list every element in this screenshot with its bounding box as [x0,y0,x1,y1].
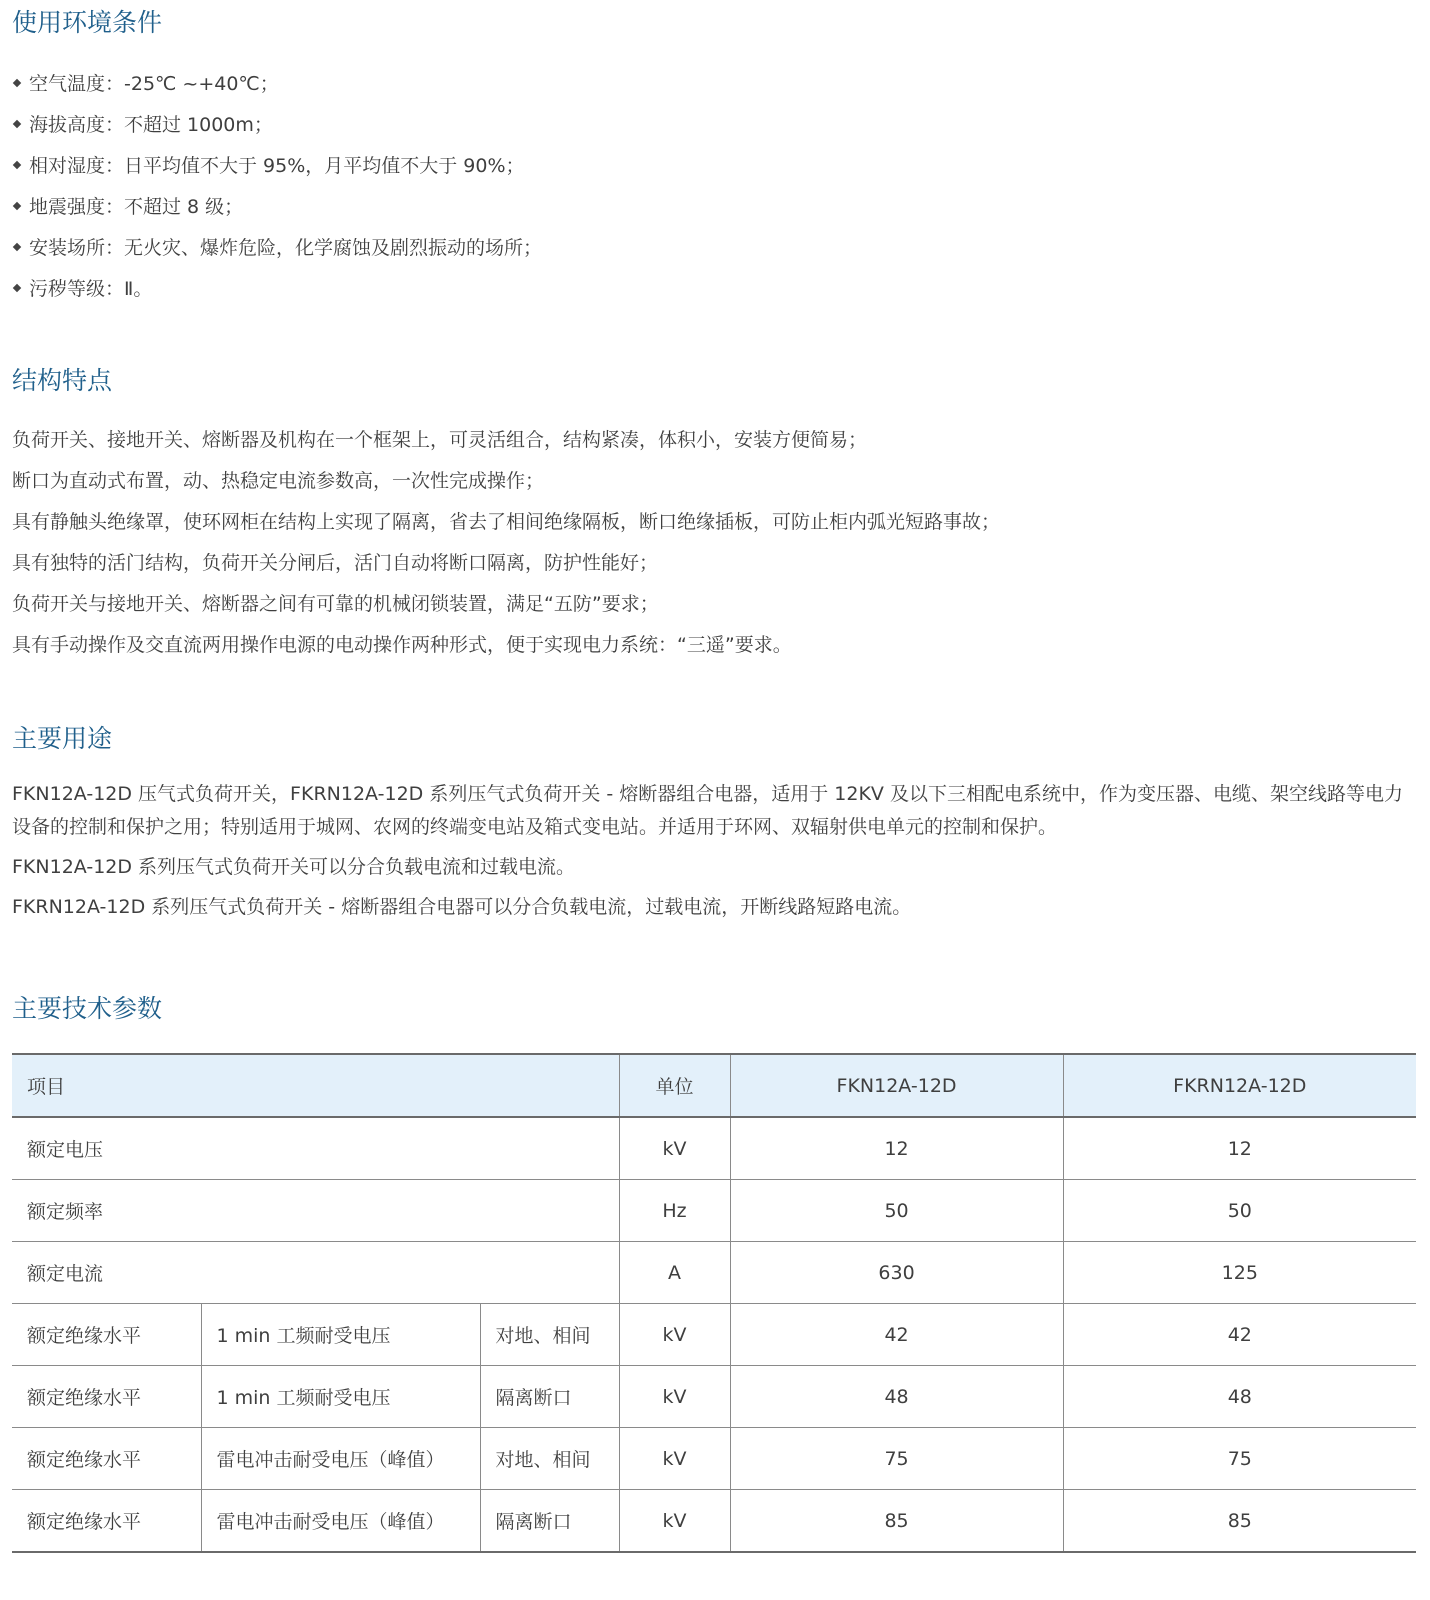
cell-fkn: 630 [730,1242,1063,1304]
cell-item: 额定绝缘水平 [12,1366,201,1428]
table-row [12,1180,1416,1242]
cell-fkn: 85 [730,1490,1063,1553]
cell-unit: kV [619,1366,730,1428]
cell-item: 额定绝缘水平 [12,1490,201,1553]
usage-list [12,778,1416,924]
cell-sub: 1 min 工频耐受电压 [201,1366,480,1428]
paragraph: 负荷开关、接地开关、熔断器及机构在一个框架上，可灵活组合，结构紧凑，体积小，安装方便简易； [12,429,868,451]
paragraph: 断口为直动式布置，动、热稳定电流参数高，一次性完成操作； [12,470,545,492]
diamond-bullet-icon [13,284,21,292]
diamond-bullet-icon [13,120,21,128]
cell-sub: 雷电冲击耐受电压（峰值） [201,1490,480,1553]
section-title-env: 使用环境条件 [12,8,163,37]
diamond-bullet-icon [13,243,21,251]
cell-fkn: 42 [730,1304,1063,1366]
usage-section [12,722,1416,924]
cell-kind: 对地、相间 [480,1304,619,1366]
paragraph: 具有手动操作及交直流两用操作电源的电动操作两种形式，便于实现电力系统：“三遥”要求。 [12,634,792,656]
structure-list [12,428,1000,657]
params-table [12,1053,1416,1553]
list-item: 海拔高度：不超过 1000m； [12,113,542,137]
paragraph: 负荷开关与接地开关、熔断器之间有可靠的机械闭锁装置，满足“五防”要求； [12,593,659,615]
cell-kind: 对地、相间 [480,1428,619,1490]
table-row [12,1490,1416,1553]
cell-fkrn: 12 [1063,1117,1416,1180]
cell-unit: kV [619,1117,730,1180]
cell-fkrn: 42 [1063,1304,1416,1366]
cell-fkrn: 125 [1063,1242,1416,1304]
list-item: 空气温度：-25℃ ~+40℃； [12,72,542,96]
cell-fkn: 50 [730,1180,1063,1242]
env-list [12,72,542,301]
cell-unit: kV [619,1490,730,1553]
cell-unit: kV [619,1304,730,1366]
list-item: 污秽等级：Ⅱ。 [12,277,542,301]
paragraph: 具有独特的活门结构，负荷开关分闸后，活门自动将断口隔离，防护性能好； [12,552,659,574]
table-row [12,1117,1416,1180]
diamond-bullet-icon [13,161,21,169]
structure-section [12,364,1000,657]
cell-fkn: 48 [730,1366,1063,1428]
cell-kind: 隔离断口 [480,1490,619,1553]
header-fkrn: FKRN12A-12D [1063,1054,1416,1117]
table-row [12,1304,1416,1366]
table-row [12,1242,1416,1304]
params-section [12,992,1416,1553]
cell-sub: 雷电冲击耐受电压（峰值） [201,1428,480,1490]
section-title-structure: 结构特点 [12,366,113,395]
paragraph: 具有静触头绝缘罩，使环网柜在结构上实现了隔离，省去了相间绝缘隔板，断口绝缘插板，可防止柜内弧光短路事故； [12,511,1001,533]
paragraph: FKN12A-12D 系列压气式负荷开关可以分合负载电流和过载电流。 [12,856,576,878]
cell-item: 额定电压 [12,1117,619,1180]
header-fkn: FKN12A-12D [730,1054,1063,1117]
paragraph: FKRN12A-12D 系列压气式负荷开关 - 熔断器组合电器可以分合负载电流，过载电流，开断线路短路电流。 [12,896,912,918]
cell-sub: 1 min 工频耐受电压 [201,1304,480,1366]
cell-item: 额定频率 [12,1180,619,1242]
header-item: 项目 [12,1054,619,1117]
cell-item: 额定电流 [12,1242,619,1304]
list-item: 地震强度：不超过 8 级； [12,195,542,219]
cell-fkn: 75 [730,1428,1063,1490]
table-row [12,1428,1416,1490]
paragraph: FKN12A-12D 压气式负荷开关，FKRN12A-12D 系列压气式负荷开关 - 熔断器组合电器，适用于 12KV 及以下三相配电系统中，作为变压器、电缆、架空线路等电力设备的控制和保护之用；特别适用于城网、农网的终端变电站及箱式变电站。并适用于环网、双辐射供电单元的控制和保护。 [12,783,1403,838]
section-title-params: 主要技术参数 [12,994,163,1023]
env-section [12,6,542,301]
list-item: 安装场所：无火灾、爆炸危险，化学腐蚀及剧烈振动的场所； [12,236,542,260]
header-unit: 单位 [619,1054,730,1117]
cell-unit: A [619,1242,730,1304]
table-row [12,1366,1416,1428]
cell-fkrn: 75 [1063,1428,1416,1490]
list-item: 相对湿度：日平均值不大于 95%，月平均值不大于 90%； [12,154,542,178]
cell-kind: 隔离断口 [480,1366,619,1428]
section-title-usage: 主要用途 [12,724,113,753]
cell-fkn: 12 [730,1117,1063,1180]
cell-unit: kV [619,1428,730,1490]
cell-item: 额定绝缘水平 [12,1428,201,1490]
cell-fkrn: 50 [1063,1180,1416,1242]
diamond-bullet-icon [13,79,21,87]
diamond-bullet-icon [13,202,21,210]
cell-fkrn: 48 [1063,1366,1416,1428]
cell-item: 额定绝缘水平 [12,1304,201,1366]
table-header-row [12,1054,1416,1117]
cell-unit: Hz [619,1180,730,1242]
cell-fkrn: 85 [1063,1490,1416,1553]
